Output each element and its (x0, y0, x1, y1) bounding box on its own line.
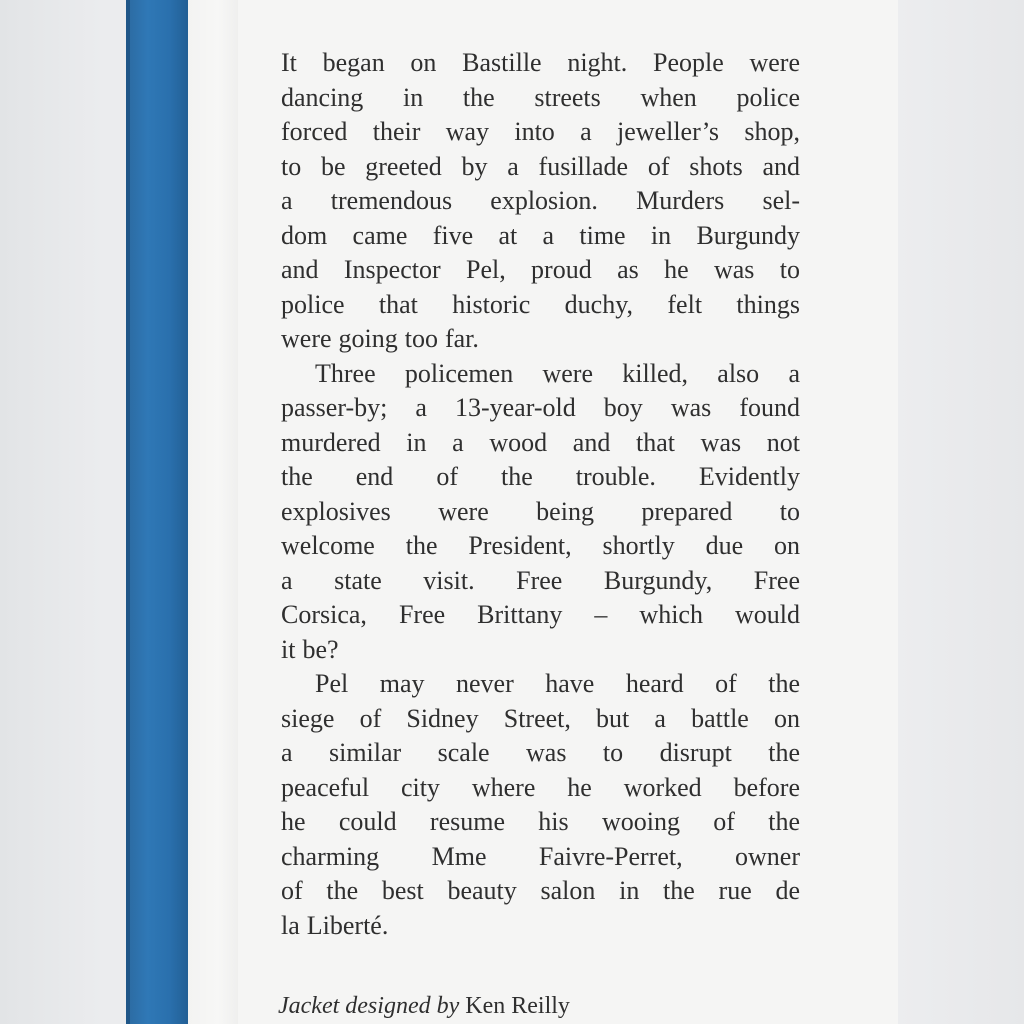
text-line: Pel may never have heard of the (315, 669, 800, 698)
text-line: forced their way into a jeweller’s shop, (281, 117, 800, 146)
text-line: and Inspector Pel, proud as he was to (281, 255, 800, 284)
text-line: Corsica, Free Brittany – which would (281, 600, 800, 629)
blurb-paragraph-3 (281, 667, 800, 943)
text-line: a tremendous explosion. Murders sel- (281, 186, 800, 215)
text-line: to be greeted by a fusillade of shots and (281, 151, 800, 181)
text-line: la Liberté. (281, 910, 389, 940)
text-line: It began on Bastille night. People were (281, 48, 800, 77)
underlying-sheet (898, 0, 1024, 1024)
blurb-text (281, 46, 800, 943)
text-line: murdered in a wood and that was not (281, 427, 800, 457)
text-line: dom came five at a time in Burgundy (281, 220, 800, 250)
text-line: Three policemen were killed, also a (315, 358, 800, 388)
text-line: he could resume his wooing of the (281, 807, 800, 836)
jacket-fold-edge (188, 0, 238, 1024)
text-line: passer-by; a 13-year-old boy was found (281, 393, 800, 422)
text-line: dancing in the streets when police (281, 82, 800, 112)
jacket-credit (278, 993, 570, 1020)
text-line: it be? (281, 634, 339, 664)
credit-prefix: Jacket designed by (278, 993, 460, 1019)
text-line: police that historic duchy, felt things (281, 289, 800, 319)
text-line: charming Mme Faivre-Perret, owner (281, 841, 800, 871)
credit-name: Ken Reilly (465, 993, 570, 1019)
text-line: the end of the trouble. Evidently (281, 462, 800, 491)
text-line: of the best beauty salon in the rue de (281, 876, 800, 905)
text-line: siege of Sidney Street, but a battle on (281, 703, 800, 733)
text-line: welcome the President, shortly due on (281, 531, 800, 560)
blurb-paragraph-2 (281, 357, 800, 668)
text-line: peaceful city where he worked before (281, 772, 800, 802)
text-line: explosives were being prepared to (281, 496, 800, 526)
text-line: were going too far. (281, 324, 479, 353)
blurb-paragraph-1 (281, 46, 800, 357)
text-line: a state visit. Free Burgundy, Free (281, 565, 800, 595)
blue-spine-strip (126, 0, 188, 1024)
text-line: a similar scale was to disrupt the (281, 738, 800, 767)
